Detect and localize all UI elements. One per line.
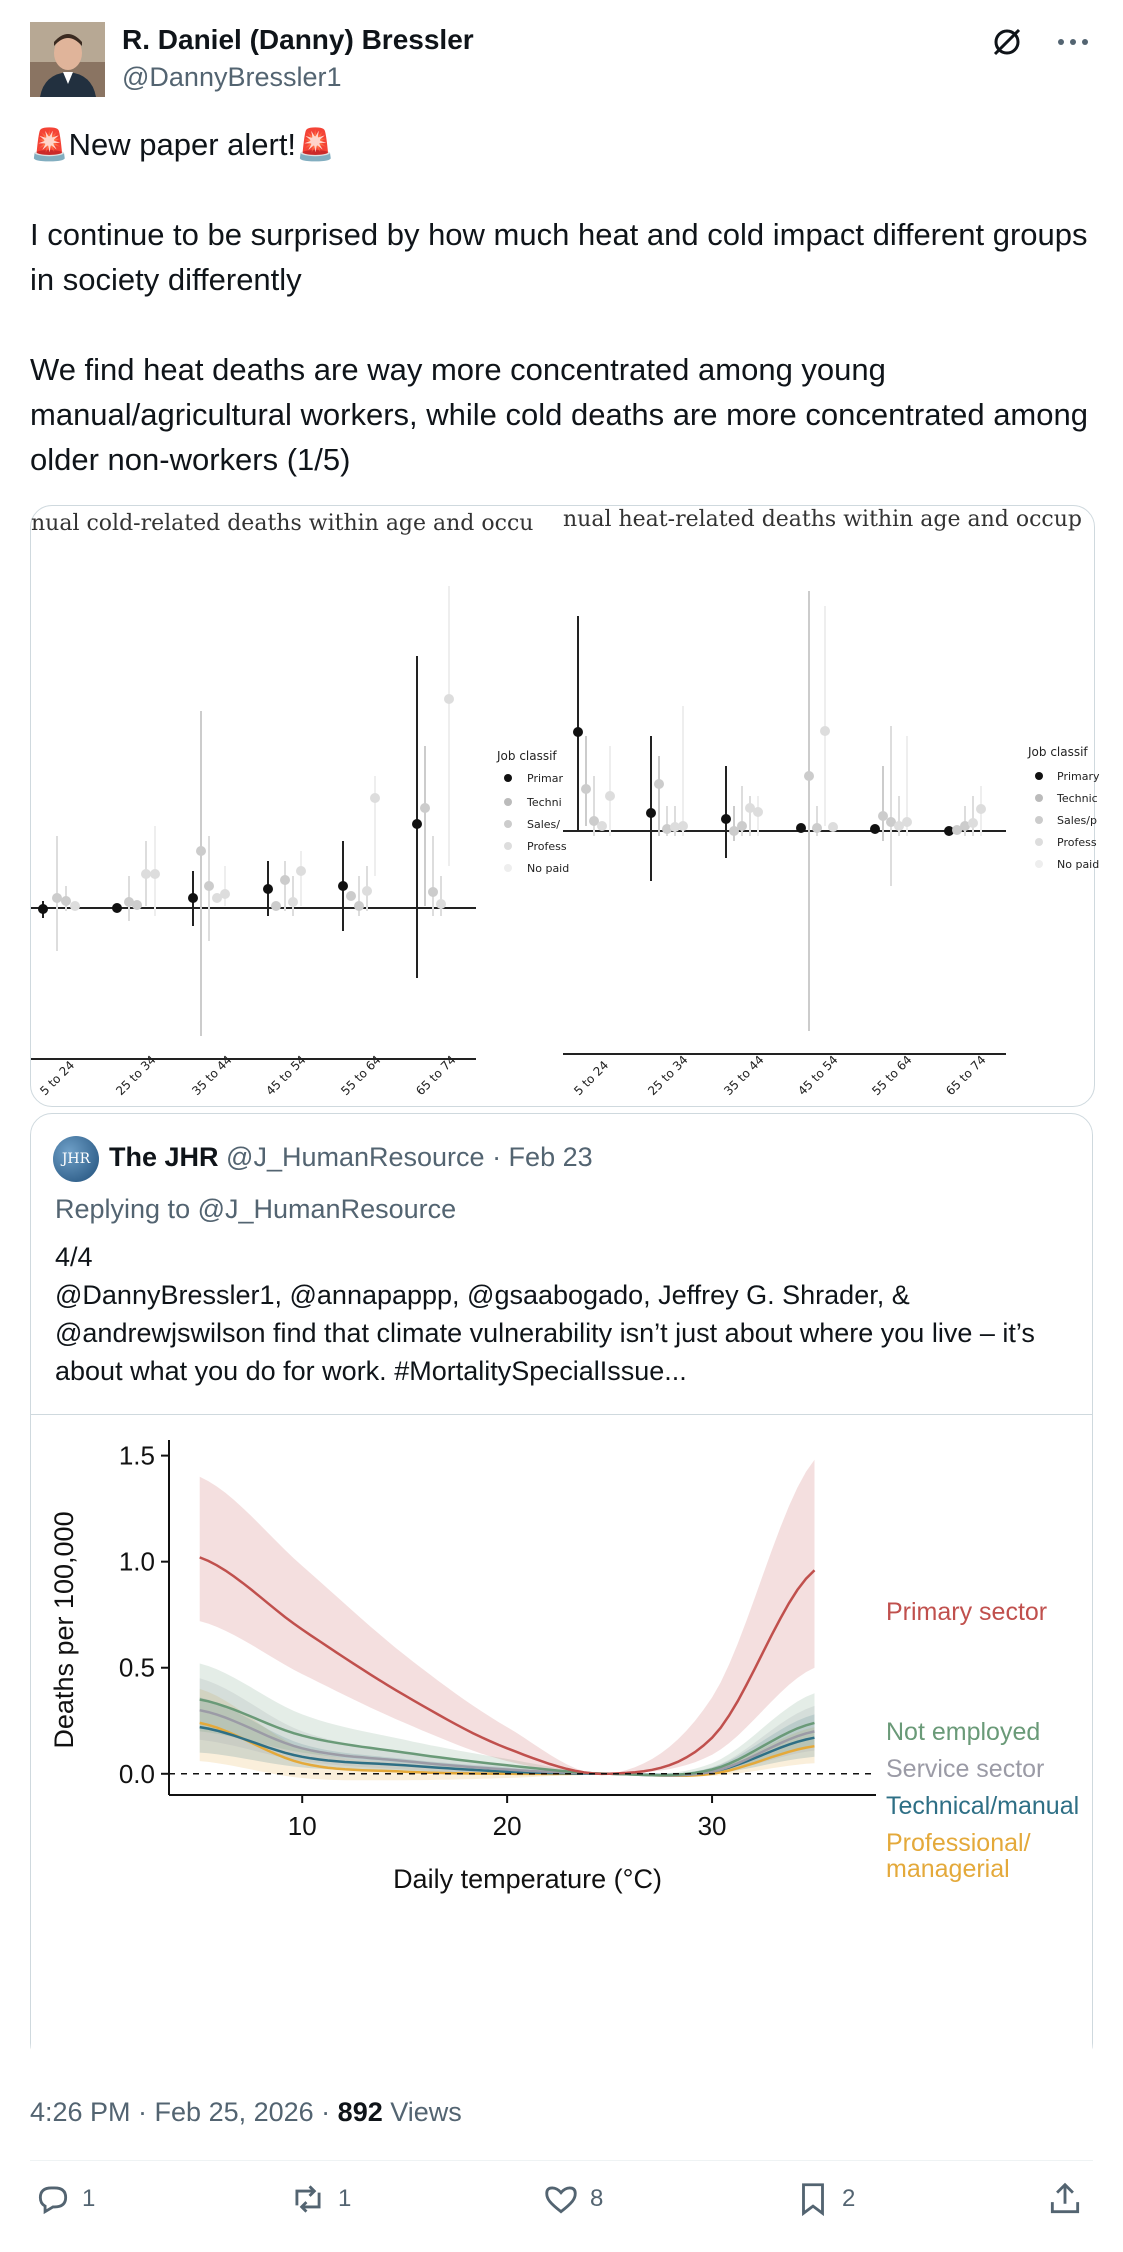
action-bar <box>30 2180 1093 2230</box>
svg-text:Primary: Primary <box>1057 770 1100 783</box>
reply-button[interactable] <box>34 2180 95 2218</box>
svg-text:Primar: Primar <box>527 772 563 785</box>
share-button[interactable] <box>1046 2180 1084 2218</box>
cold-plot-title: nual cold-related deaths within age and occu <box>31 511 534 536</box>
series-label-not-employed: Not employed <box>886 1718 1041 1746</box>
x-tick-label: 30 <box>697 1811 727 1841</box>
svg-text:Techni: Techni <box>527 796 562 809</box>
bookmark-count: 2 <box>842 2185 856 2212</box>
tweet-image-forest-plots[interactable] <box>30 505 1100 1107</box>
like-count: 8 <box>590 2185 604 2212</box>
heat-age-label-1: 5 to 24 <box>571 1058 612 1099</box>
share-icon <box>1046 2180 1084 2218</box>
svg-text:Sales/: Sales/ <box>527 818 560 831</box>
author-name[interactable]: R. Daniel (Danny) Bressler <box>122 24 474 55</box>
repost-icon <box>288 2180 328 2218</box>
bookmark-icon <box>794 2180 832 2218</box>
cold-age-label-4: 45 to 54 <box>263 1052 309 1099</box>
x-axis-label: Daily temperature (°C) <box>393 1864 662 1894</box>
cold-legend <box>496 749 569 875</box>
svg-text:Profess: Profess <box>527 840 567 853</box>
cold-age-label-3: 35 to 44 <box>189 1052 235 1099</box>
author-handle[interactable]: @DannyBressler1 <box>122 62 342 92</box>
heat-age-label-4: 45 to 54 <box>795 1052 841 1099</box>
grok-icon[interactable] <box>987 22 1027 62</box>
views-label: Views <box>382 2097 462 2127</box>
tweet-text <box>30 122 1093 482</box>
heat-plot-title: nual heat-related deaths within age and occup <box>563 507 1082 532</box>
series-label-technical-manual: Technical/manual <box>886 1792 1080 1820</box>
quoted-text-body: @DannyBressler1, @annapappp, @gsaabogado, Jeffrey G. Shrader, & @andrewjswilson find that climate vulnerability isn’t just about where you live – it’s about what you do for work. #MortalitySpecialIssue... <box>55 1280 1035 1386</box>
series-label-professional-managerial: Professional/ <box>886 1829 1031 1857</box>
quoted-author-avatar[interactable]: JHR <box>53 1136 99 1182</box>
heat-age-label-3: 35 to 44 <box>721 1052 767 1099</box>
y-tick-label: 1.5 <box>118 1440 155 1471</box>
series-label-primary-sector: Primary sector <box>886 1598 1048 1626</box>
quoted-author-line <box>109 1142 593 1173</box>
repost-count: 1 <box>338 2185 352 2212</box>
heat-age-label-6: 65 to 74 <box>943 1052 989 1099</box>
cold-age-label-5: 55 to 64 <box>338 1052 384 1099</box>
quoted-tweet[interactable] <box>30 1113 1093 2065</box>
tweet-timestamp <box>30 2097 462 2128</box>
replying-handle[interactable]: @J_HumanResource <box>197 1194 457 1224</box>
x-tick-label: 10 <box>287 1811 317 1841</box>
svg-text:Job classif: Job classif <box>497 749 557 763</box>
like-button[interactable] <box>542 2180 603 2218</box>
heat-age-label-2: 25 to 34 <box>645 1052 691 1099</box>
cold-age-label-1: 5 to 24 <box>37 1058 78 1099</box>
tweet-header <box>30 22 1093 102</box>
quoted-author-name[interactable]: The JHR <box>109 1142 219 1172</box>
cold-age-label-2: 25 to 34 <box>113 1052 159 1099</box>
y-tick-label: 0.5 <box>118 1652 155 1683</box>
heart-icon <box>542 2180 580 2218</box>
heat-age-label-5: 55 to 64 <box>869 1052 915 1099</box>
tweet-line-alert: 🚨New paper alert!🚨 <box>30 127 335 162</box>
quoted-text <box>55 1238 1065 1390</box>
cold-age-label-6: 65 to 74 <box>413 1052 459 1099</box>
svg-text:Job classif: Job classif <box>1028 745 1088 759</box>
divider <box>30 2160 1093 2161</box>
svg-text:Profess: Profess <box>1057 836 1097 849</box>
more-icon[interactable] <box>1053 22 1093 62</box>
series-label-professional-managerial: managerial <box>886 1855 1010 1883</box>
x-tick-label: 20 <box>492 1811 522 1841</box>
reply-count: 1 <box>82 2185 96 2212</box>
quoted-handle-date: @J_HumanResource · Feb 23 <box>226 1142 593 1172</box>
repost-button[interactable] <box>288 2180 351 2218</box>
reply-icon <box>34 2180 72 2218</box>
quoted-chart-image[interactable] <box>31 1414 1092 2065</box>
author-avatar[interactable] <box>30 22 105 97</box>
cold-plot <box>31 586 476 1098</box>
svg-text:No paid: No paid <box>1057 858 1100 871</box>
quoted-replying-to: Replying to @J_HumanResource <box>55 1194 457 1224</box>
bookmark-button[interactable] <box>794 2180 855 2218</box>
tweet-time[interactable]: 4:26 PM · Feb 25, 2026 · <box>30 2097 338 2127</box>
svg-text:No paid: No paid <box>527 862 570 875</box>
tweet-line-findings: We find heat deaths are way more concentrated among young manual/agricultural workers, while cold deaths are more concentrated among older non-workers (1/5) <box>30 352 1088 477</box>
svg-text:Sales/p: Sales/p <box>1057 814 1097 827</box>
views-count: 892 <box>337 2097 383 2127</box>
svg-text:Technic: Technic <box>1057 792 1098 805</box>
y-tick-label: 0.0 <box>118 1758 155 1789</box>
y-tick-label: 1.0 <box>118 1546 155 1577</box>
series-label-service-sector: Service sector <box>886 1755 1045 1783</box>
heat-legend <box>1027 745 1100 871</box>
tweet-line-surprise: I continue to be surprised by how much heat and cold impact different groups in society differently <box>30 217 1088 297</box>
heat-plot <box>563 591 1006 1098</box>
y-axis-label: Deaths per 100,000 <box>49 1511 79 1749</box>
quoted-text-number: 4/4 <box>55 1242 93 1272</box>
